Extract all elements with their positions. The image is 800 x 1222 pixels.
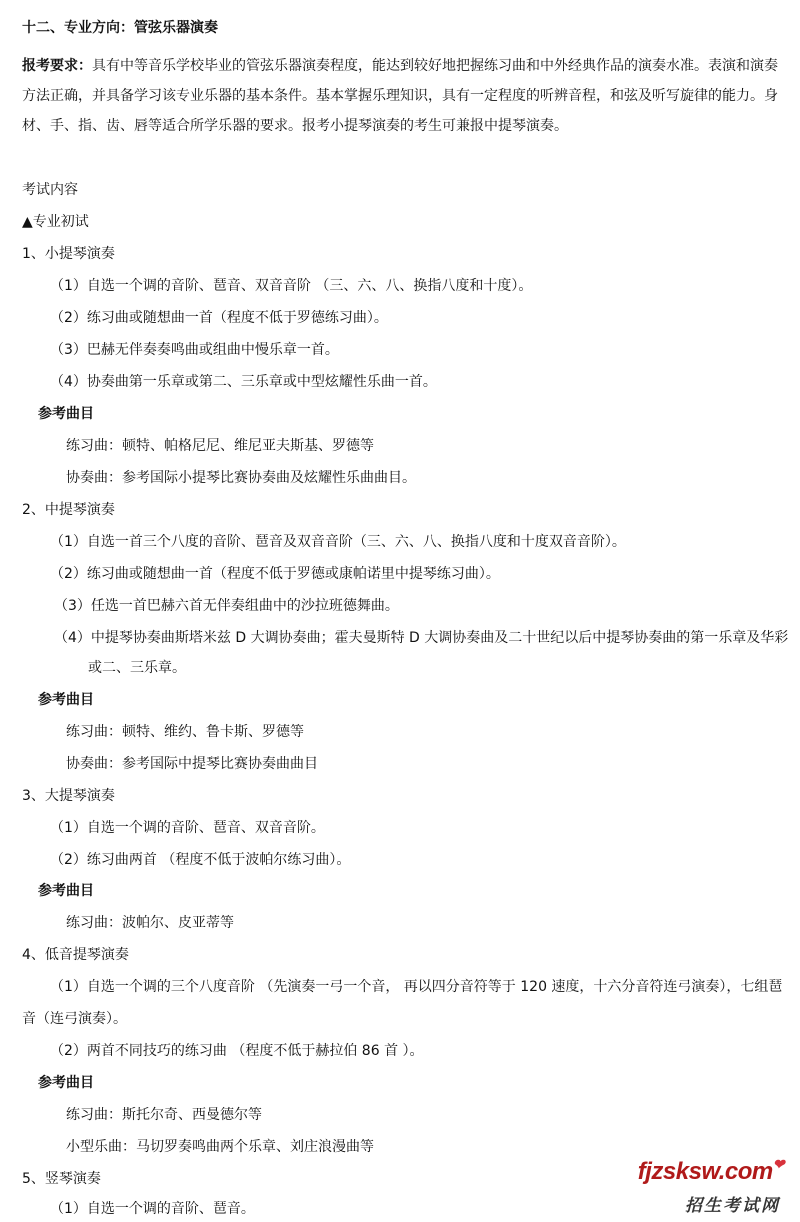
violin-ref-2: 协奏曲：参考国际小提琴比赛协奏曲及炫耀性乐曲曲目。 (66, 470, 416, 486)
viola-item-4: （4）中提琴协奏曲斯塔米兹 D 大调协奏曲；霍夫曼斯特 D 大调协奏曲及二十世纪以后中提琴协奏曲的第一乐章及华彩 (54, 630, 789, 646)
requirements-line-2: 方法正确，并具备学习该专业乐器的基本条件。基本掌握乐理知识，具有一定程度的听辨音程，和弦及听写旋律的能力。身 (22, 88, 778, 104)
violin-item-1: （1）自选一个调的音阶、琶音、双音音阶 （三、六、八、换指八度和十度）。 (50, 278, 533, 294)
viola-item-1: （1）自选一首三个八度的音阶、琶音及双音音阶（三、六、八、换指八度和十度双音音阶）。 (50, 534, 626, 550)
viola-ref-2: 协奏曲：参考国际中提琴比赛协奏曲曲目 (66, 756, 318, 772)
viola-item-2: （2）练习曲或随想曲一首（程度不低于罗德或康帕诺里中提琴练习曲）。 (50, 566, 500, 582)
cello-title: 3、大提琴演奏 (22, 788, 115, 804)
requirements-label: 报考要求： (22, 58, 92, 74)
viola-item-4-cont: 或二、三乐章。 (88, 660, 186, 676)
cello-item-2: （2）练习曲两首 （程度不低于波帕尔练习曲）。 (50, 852, 351, 868)
violin-item-4: （4）协奏曲第一乐章或第二、三乐章或中型炫耀性乐曲一首。 (50, 374, 437, 390)
bass-item-1: （1）自选一个调的三个八度音阶 （先演奏一弓一个音， 再以四分音符等于 120 速度，十六分音符连弓演奏），七组琶 (50, 979, 783, 995)
bass-ref-2: 小型乐曲：马切罗奏鸣曲两个乐章、刘庄浪漫曲等 (66, 1139, 374, 1155)
requirements-line-3: 材、手、指、齿、唇等适合所学乐器的要求。报考小提琴演奏的考生可兼报中提琴演奏。 (22, 118, 568, 134)
viola-item-3: （3）任选一首巴赫六首无伴奏组曲中的沙拉班德舞曲。 (54, 598, 399, 614)
harp-title: 5、竖琴演奏 (22, 1171, 101, 1187)
bass-ref-1: 练习曲：斯托尔奇、西曼德尔等 (66, 1107, 262, 1123)
harp-item-1: （1）自选一个调的音阶、琶音。 (50, 1201, 255, 1217)
cello-ref-1: 练习曲：波帕尔、皮亚蒂等 (66, 915, 234, 931)
violin-ref-title: 参考曲目 (38, 406, 94, 422)
heart-icon: ❤ (772, 1156, 784, 1172)
viola-ref-title: 参考曲目 (38, 692, 94, 708)
watermark-site-name: fjzsksw.com❤ (637, 1156, 784, 1185)
viola-title: 2、中提琴演奏 (22, 502, 115, 518)
viola-ref-1: 练习曲：顿特、维约、鲁卡斯、罗德等 (66, 724, 304, 740)
site-watermark-logo (608, 1158, 788, 1216)
bass-title: 4、低音提琴演奏 (22, 947, 129, 963)
cello-ref-title: 参考曲目 (38, 883, 94, 899)
violin-item-2: （2）练习曲或随想曲一首（程度不低于罗德练习曲）。 (50, 310, 388, 326)
bass-item-2: （2）两首不同技巧的练习曲 （程度不低于赫拉伯 86 首 ）。 (50, 1043, 424, 1059)
bass-ref-title: 参考曲目 (38, 1075, 94, 1091)
exam-content-title: 考试内容 (22, 182, 78, 198)
violin-ref-1: 练习曲：顿特、帕格尼尼、维尼亚夫斯基、罗德等 (66, 438, 374, 454)
watermark-slogan: 招生考试网 (685, 1196, 780, 1216)
preliminary-title: ▲专业初试 (22, 214, 89, 230)
requirements-line-1: 报考要求：具有中等音乐学校毕业的管弦乐器演奏程度，能达到较好地把握练习曲和中外经典作品的演奏水准。表演和演奏 (22, 58, 778, 74)
cello-item-1: （1）自选一个调的音阶、琶音、双音音阶。 (50, 820, 325, 836)
requirements-paragraph (22, 51, 792, 141)
section-heading: 十二、专业方向：管弦乐器演奏 (22, 20, 218, 36)
violin-item-3: （3）巴赫无伴奏奏鸣曲或组曲中慢乐章一首。 (50, 342, 339, 358)
violin-title: 1、小提琴演奏 (22, 246, 115, 262)
bass-item-1-cont: 音（连弓演奏）。 (22, 1011, 127, 1027)
